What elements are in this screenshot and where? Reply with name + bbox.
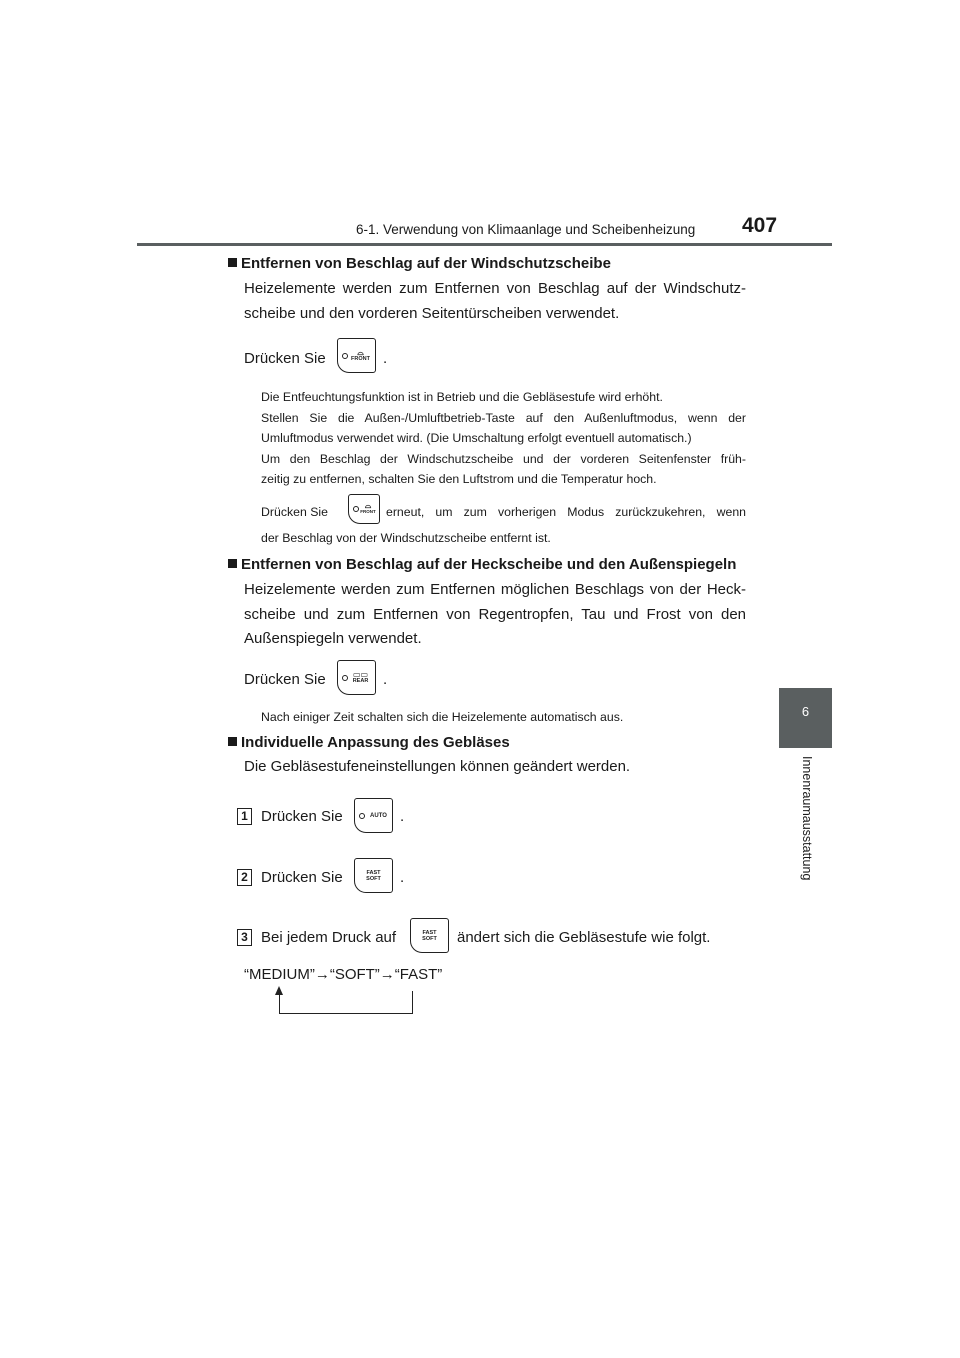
front-intro-line-1: Heizelemente werden zum Entfernen von Beschlag auf der Windschutz- <box>244 280 746 297</box>
fan-intro: Die Gebläsestufeneinstellungen können geändert werden. <box>244 758 631 775</box>
indicator-light-icon <box>359 813 365 819</box>
front-note-4-end: erneut, um zum vorherigen Modus zurückzukehren, wenn <box>386 505 746 519</box>
step-1-text: Drücken Sie <box>261 808 343 825</box>
chapter-tab-label: Innenraumausstattung <box>800 756 814 881</box>
rear-intro-line-1: Heizelemente werden zum Entfernen möglichen Beschlags von der Heck- <box>244 581 746 598</box>
indicator-light-icon <box>353 506 359 512</box>
heading-text: Individuelle Anpassung des Gebläses <box>241 734 510 751</box>
front-defogger-button-small[interactable]: ⌓ FRONT <box>348 494 380 524</box>
front-note-1: Die Entfeuchtungsfunktion ist in Betrieb und die Gebläsestufe wird erhöht. <box>261 390 663 404</box>
front-press-end: . <box>383 350 388 367</box>
front-note-2-line-2: Umluftmodus verwendet wird. (Die Umschaltung erfolgt eventuell automatisch.) <box>261 431 692 445</box>
section-heading-front <box>228 255 611 272</box>
heading-text: Entfernen von Beschlag auf der Heckscheibe und den Außenspiegeln <box>241 556 737 573</box>
square-bullet-icon <box>228 737 237 746</box>
step-3-end: ändert sich die Gebläsestufe wie folgt. <box>457 929 711 946</box>
running-header: 6-1. Verwendung von Klimaanlage und Scheibenheizung <box>356 222 696 237</box>
windshield-defog-icon: ⌓ <box>364 501 372 510</box>
arrow-head-icon <box>275 986 283 995</box>
rear-intro <box>244 578 746 652</box>
indicator-light-icon <box>342 353 348 359</box>
step-number-1: 1 <box>237 808 252 825</box>
front-note-3-line-1: Um den Beschlag der Windschutzscheibe und der vorderen Seitenfenster früh- <box>261 451 746 466</box>
step-2-text: Drücken Sie <box>261 869 343 886</box>
rear-note-1: Nach einiger Zeit schalten sich die Heizelemente automatisch aus. <box>261 710 624 724</box>
chapter-tab-number: 6 <box>801 704 810 719</box>
rear-defogger-button[interactable]: ▭▭ REAR <box>337 660 376 695</box>
header-rule <box>137 243 832 246</box>
square-bullet-icon <box>228 559 237 568</box>
rear-press-label: Drücken Sie <box>244 671 326 688</box>
step-number-3: 3 <box>237 929 252 946</box>
step-number-2: 2 <box>237 869 252 886</box>
front-note-4-start: Drücken Sie <box>261 505 328 519</box>
front-defogger-button[interactable]: ⌓ FRONT <box>337 338 376 373</box>
section-heading-fan <box>228 734 510 751</box>
step-1-end: . <box>400 808 405 825</box>
front-intro <box>244 277 746 326</box>
rear-intro-line-3: Außenspiegeln verwendet. <box>244 630 422 647</box>
fast-soft-button[interactable]: FAST SOFT <box>354 858 393 893</box>
windshield-defog-icon: ⌓ <box>357 347 364 357</box>
auto-button[interactable]: AUTO <box>354 798 393 833</box>
front-press-label: Drücken Sie <box>244 350 326 367</box>
front-note-3-line-2: zeitig zu entfernen, schalten Sie den Luftstrom und die Temperatur hoch. <box>261 472 657 486</box>
page-number: 407 <box>742 214 778 237</box>
front-notes <box>261 387 746 490</box>
indicator-light-icon <box>342 675 348 681</box>
step-3-text: Bei jedem Druck auf <box>261 929 397 946</box>
rear-window-mirror-defog-icon: ▭▭ <box>352 669 369 679</box>
rear-intro-line-2: scheibe und zum Entfernen von Regentropfen, Tau und Frost von den <box>244 605 746 623</box>
front-intro-line-2: scheibe und den vorderen Seitentürscheiben verwendet. <box>244 304 620 322</box>
front-note-4-line-2: der Beschlag von der Windschutzscheibe entfernt ist. <box>261 531 551 545</box>
heading-text: Entfernen von Beschlag auf der Windschutzscheibe <box>241 255 611 272</box>
front-note-2-line-1: Stellen Sie die Außen-/Umluftbetrieb-Taste auf den Außenluftmodus, wenn der <box>261 410 746 425</box>
step-2-end: . <box>400 869 405 886</box>
rear-press-end: . <box>383 671 388 688</box>
section-heading-rear <box>228 556 736 573</box>
fast-soft-button-step3[interactable]: FAST SOFT <box>410 918 449 953</box>
fan-cycle-text: “MEDIUM”→“SOFT”→“FAST” <box>244 966 443 983</box>
square-bullet-icon <box>228 258 237 267</box>
